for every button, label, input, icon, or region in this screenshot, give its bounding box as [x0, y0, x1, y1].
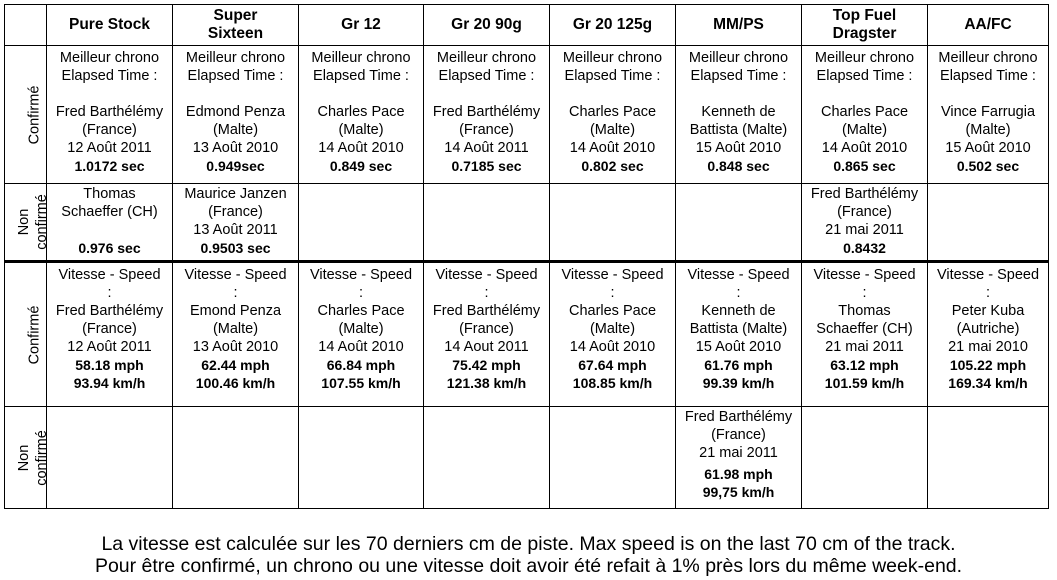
record-value: 1.0172 sec [74, 158, 145, 174]
speed-mph: 63.12 mph [830, 357, 899, 373]
time-unconfirmed-cell [47, 184, 173, 262]
speed-kmh: 121.38 km/h [446, 375, 527, 391]
speed-heading: Vitesse - Speed [435, 267, 538, 283]
time-subheading: Elapsed Time : [690, 68, 787, 84]
speed-heading: Vitesse - Speed [561, 267, 664, 283]
driver-country: Battista (Malte) [689, 321, 788, 337]
driver-country: (France) [208, 204, 263, 220]
speed-confirmed-cell [676, 263, 802, 407]
record-date: 21 mai 2011 [825, 339, 904, 355]
time-unconfirmed-cell-empty [424, 184, 550, 262]
record-date: 14 Aout 2011 [444, 339, 529, 355]
driver-country: (Malte) [338, 321, 384, 337]
driver-country: Schaeffer (CH) [816, 321, 913, 337]
driver-country: (Malte) [212, 122, 259, 138]
speed-heading: Vitesse - Speed [936, 267, 1040, 283]
time-confirmed-cell [424, 46, 550, 184]
not-confirmed-label [15, 194, 51, 250]
header-row [5, 5, 1049, 46]
time-subheading: Elapsed Time : [564, 68, 661, 84]
speed-heading: Vitesse - Speed [309, 267, 413, 283]
column-header-top-fuel-text: Top Fuel Dragster [832, 7, 897, 42]
speed-unconfirmed-cell-empty [173, 407, 299, 509]
speed-confirmed-cell [47, 263, 173, 407]
speed-unconfirmed-cell-empty [299, 407, 424, 509]
speed-kmh: 93.94 km/h [73, 375, 146, 391]
driver-name: Fred Barthélémy [684, 409, 793, 425]
record-date: 13 Août 2010 [192, 339, 279, 355]
driver-name: Fred Barthélémy [55, 104, 164, 120]
confirmed-label: Confirmé [26, 305, 43, 364]
record-date: 21 mai 2010 [948, 339, 1028, 355]
driver-country: (France) [82, 122, 137, 138]
corner-cell [5, 5, 47, 46]
driver-country: (Malte) [589, 122, 636, 138]
speed-mph: 61.76 mph [704, 357, 773, 373]
driver-name: Charles Pace [568, 104, 657, 120]
footer-note-confirmation: Pour être confirmé, un chrono ou une vitesse doit avoir été refait à 1% près lors du même week-end. [94, 555, 963, 577]
driver-name: Emond Penza [189, 303, 282, 319]
record-date: 14 Août 2010 [569, 140, 656, 156]
time-confirmed-cell [676, 46, 802, 184]
record-value: 0.8432 [843, 240, 886, 256]
record-date: 21 mai 2011 [825, 222, 904, 238]
not-confirmed-label [15, 430, 51, 486]
time-unconfirmed-cell [802, 184, 928, 262]
speed-mph: 105.22 mph [949, 357, 1027, 373]
driver-country: (Malte) [965, 122, 1011, 138]
column-header-super-sixteen [173, 5, 299, 46]
time-subheading: Elapsed Time : [313, 68, 409, 84]
speed-confirmed-cell [928, 263, 1049, 407]
not-confirmed-label-cell [5, 407, 50, 509]
record-date: 14 Août 2010 [318, 339, 404, 355]
time-heading: Meilleur chrono [436, 50, 537, 66]
time-unconfirmed-cell-empty [550, 184, 676, 262]
record-date: 13 Août 2011 [193, 222, 278, 238]
speed-mph: 67.64 mph [578, 357, 647, 373]
speed-heading: Vitesse - Speed [687, 267, 790, 283]
not-confirmed-line2: confirmé [33, 194, 50, 250]
driver-name: Charles Pace [820, 104, 909, 120]
time-confirmed-cell [299, 46, 424, 184]
driver-name: Charles Pace [568, 303, 657, 319]
speed-unconfirmed-cell-empty [550, 407, 676, 509]
record-value: 0.976 sec [78, 240, 141, 256]
column-header-gr20-90g: Gr 20 90g [424, 5, 550, 46]
column-header-aafc: AA/FC [928, 5, 1049, 46]
driver-name: Thomas [83, 186, 136, 202]
speed-unconfirmed-cell-empty [802, 407, 928, 509]
record-date: 15 Août 2010 [695, 140, 782, 156]
speed-subheading: : [610, 285, 615, 301]
record-value: 0.7185 sec [451, 158, 522, 174]
speed-confirmed-cell [550, 263, 676, 407]
speed-unconfirmed-row [5, 407, 1049, 509]
speed-mph: 58.18 mph [75, 357, 144, 373]
speed-heading: Vitesse - Speed [184, 267, 287, 283]
speed-subheading: : [358, 285, 364, 301]
driver-name: Thomas [838, 303, 891, 319]
record-date: 14 Août 2010 [821, 140, 908, 156]
time-confirmed-cell [802, 46, 928, 184]
driver-name: Peter Kuba [951, 303, 1025, 319]
time-heading: Meilleur chrono [185, 50, 286, 66]
speed-confirmed-cell [299, 263, 424, 407]
not-confirmed-label-cell [5, 184, 50, 262]
time-unconfirmed-cell [173, 184, 299, 262]
not-confirmed-line1: Non [15, 444, 32, 471]
column-header-top-fuel-dragster [802, 5, 928, 46]
not-confirmed-line2: confirmé [33, 429, 50, 486]
speed-mph: 62.44 mph [201, 357, 270, 373]
time-subheading: Elapsed Time : [940, 68, 1036, 84]
column-header-gr20-125g: Gr 20 125g [550, 5, 676, 46]
record-date: 12 Août 2011 [67, 140, 152, 156]
speed-subheading: : [107, 285, 112, 301]
column-header-mmps: MM/PS [676, 5, 802, 46]
driver-country: (France) [459, 321, 514, 337]
record-value: 0.848 sec [707, 158, 770, 174]
speed-mph: 75.42 mph [452, 357, 521, 373]
speed-kmh: 99.39 km/h [702, 375, 775, 391]
record-date: 14 Août 2010 [318, 140, 404, 156]
column-header-gr12: Gr 12 [299, 5, 424, 46]
confirmed-label-cell [5, 46, 47, 184]
column-header-pure-stock: Pure Stock [47, 5, 173, 46]
driver-name: Fred Barthélémy [810, 186, 919, 202]
driver-country: (France) [837, 204, 892, 220]
record-value: 0.802 sec [581, 158, 644, 174]
driver-name: Charles Pace [317, 104, 405, 120]
time-heading: Meilleur chrono [814, 50, 915, 66]
speed-heading: Vitesse - Speed [58, 267, 161, 283]
driver-country: (France) [459, 122, 514, 138]
time-heading: Meilleur chrono [59, 50, 160, 66]
record-value: 0.9503 sec [200, 240, 271, 256]
record-value: 0.502 sec [956, 158, 1020, 174]
time-subheading: Elapsed Time : [438, 68, 535, 84]
records-table [4, 4, 1049, 509]
speed-confirmed-row [5, 263, 1049, 407]
time-subheading: Elapsed Time : [187, 68, 284, 84]
driver-name: Fred Barthélémy [432, 104, 541, 120]
time-confirmed-cell [47, 46, 173, 184]
speed-mph: 66.84 mph [326, 357, 396, 373]
driver-name: Kenneth de [701, 303, 776, 319]
driver-name: Edmond Penza [185, 104, 286, 120]
record-date: 14 Août 2011 [444, 140, 529, 156]
time-heading: Meilleur chrono [562, 50, 663, 66]
driver-country: (France) [711, 427, 766, 443]
time-heading: Meilleur chrono [311, 50, 411, 66]
record-date: 14 Août 2010 [569, 339, 656, 355]
confirmed-label-cell [5, 263, 47, 407]
speed-unconfirmed-cell [676, 407, 802, 509]
record-value: 0.949sec [206, 158, 265, 174]
speed-kmh: 100.46 km/h [195, 375, 276, 391]
driver-name: Maurice Janzen [184, 186, 287, 202]
record-date: 15 Août 2010 [945, 140, 1031, 156]
time-confirmed-cell [550, 46, 676, 184]
record-date: 15 Août 2010 [695, 339, 782, 355]
speed-mph: 61.98 mph [704, 466, 773, 482]
speed-kmh: 99,75 km/h [702, 484, 775, 500]
speed-subheading: : [862, 285, 867, 301]
driver-name: Vince Farrugia [940, 104, 1036, 120]
time-unconfirmed-row [5, 184, 1049, 262]
time-unconfirmed-cell-empty [928, 184, 1049, 262]
speed-subheading: : [736, 285, 741, 301]
time-subheading: Elapsed Time : [816, 68, 913, 84]
speed-confirmed-cell [424, 263, 550, 407]
driver-country: (France) [82, 321, 137, 337]
driver-country: Schaeffer (CH) [61, 204, 158, 220]
record-date: 12 Août 2011 [67, 339, 152, 355]
driver-name: Fred Barthélémy [432, 303, 541, 319]
driver-country: (Malte) [841, 122, 888, 138]
driver-name: Kenneth de [701, 104, 776, 120]
footer-note-speed: La vitesse est calculée sur les 70 derniers cm de piste. Max speed is on the last 70 cm of the track. [101, 533, 956, 555]
not-confirmed-line1: Non [15, 208, 32, 236]
driver-name: Charles Pace [317, 303, 405, 319]
time-unconfirmed-cell-empty [676, 184, 802, 262]
driver-name: Fred Barthélémy [55, 303, 164, 319]
speed-kmh: 169.34 km/h [948, 375, 1028, 391]
speed-kmh: 101.59 km/h [824, 375, 905, 391]
driver-country: (Malte) [589, 321, 636, 337]
time-heading: Meilleur chrono [688, 50, 789, 66]
time-confirmed-cell [173, 46, 299, 184]
record-value: 0.865 sec [833, 158, 896, 174]
driver-country: (Malte) [212, 321, 259, 337]
column-header-super-sixteen-text: Super Sixteen [207, 7, 264, 42]
driver-country: (Autriche) [956, 321, 1020, 337]
speed-unconfirmed-cell-empty [424, 407, 550, 509]
time-unconfirmed-cell-empty [299, 184, 424, 262]
record-value: 0.849 sec [329, 158, 393, 174]
confirmed-label: Confirmé [26, 85, 43, 144]
speed-kmh: 107.55 km/h [321, 375, 401, 391]
speed-confirmed-cell [173, 263, 299, 407]
speed-confirmed-cell [802, 263, 928, 407]
speed-subheading: : [233, 285, 238, 301]
speed-subheading: : [985, 285, 991, 301]
driver-country: Battista (Malte) [689, 122, 788, 138]
time-confirmed-row [5, 46, 1049, 184]
speed-unconfirmed-cell-empty [47, 407, 173, 509]
speed-unconfirmed-cell-empty [928, 407, 1049, 509]
speed-subheading: : [484, 285, 489, 301]
time-subheading: Elapsed Time : [61, 68, 158, 84]
time-heading: Meilleur chrono [938, 50, 1038, 66]
speed-kmh: 108.85 km/h [572, 375, 653, 391]
time-confirmed-cell [928, 46, 1049, 184]
driver-country: (Malte) [338, 122, 384, 138]
record-date: 13 Août 2010 [192, 140, 279, 156]
speed-heading: Vitesse - Speed [813, 267, 916, 283]
record-date: 21 mai 2011 [699, 445, 778, 461]
